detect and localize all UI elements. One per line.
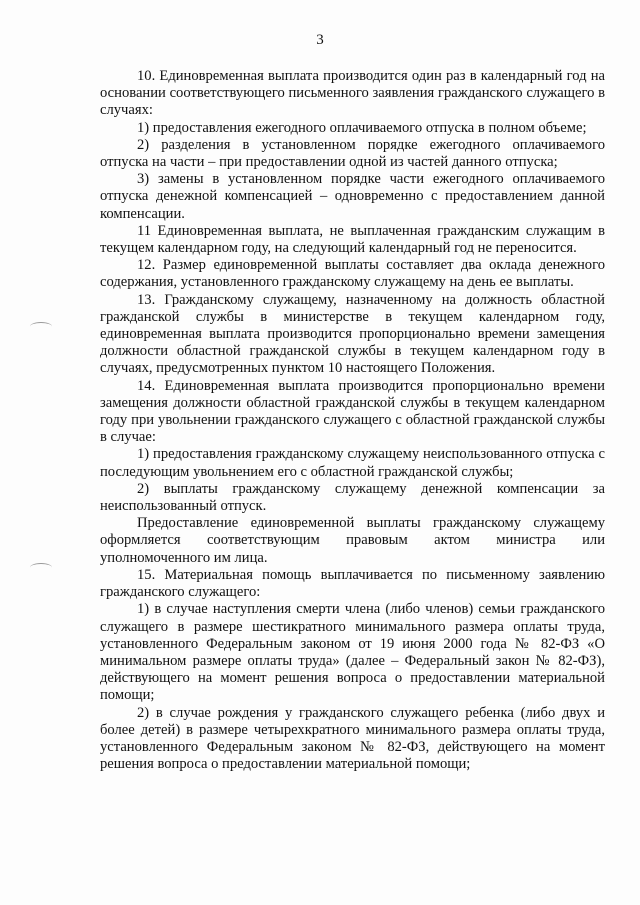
margin-mark [30,322,52,331]
paragraph-10: 10. Единовременная выплата производится один раз в календарный год на основании соответствующего письменного заявления гражданского служащего в случаях: [100,68,605,119]
paragraph-14-item-2: 2) выплаты гражданскому служащему денежной компенсации за неиспользованный отпуск. [100,480,605,515]
margin-mark [30,563,52,572]
paragraph-10-item-2: 2) разделения в установленном порядке ежегодного оплачиваемого отпуска на части – при предоставлении одной из частей данного отпуска; [100,136,605,171]
paragraph-14-item-1: 1) предоставления гражданскому служащему неиспользованного отпуска с последующим увольнением его с областной гражданской службы; [100,446,605,480]
paragraph-15-item-1: 1) в случае наступления смерти члена (либо членов) семьи гражданского служащего в размере шестикратного минимального размера оплаты труда, установленного Федеральным законом от 19 июня 2000 года № 82-ФЗ «О минимальном размере оплаты труда» (далее – Федеральный закон № 82-ФЗ), действующего на момент решения вопроса о предоставлении материальной помощи; [100,601,605,704]
paragraph-15-item-2: 2) в случае рождения у гражданского служащего ребенка (либо двух и более детей) в размере четырехкратного минимального размера оплаты труда, установленного Федеральным законом № 82-ФЗ, действующего на момент решения вопроса о предоставлении материальной помощи; [100,704,605,773]
document-body [100,68,605,773]
paragraph-10-item-1: 1) предоставления ежегодного оплачиваемого отпуска в полном объеме; [137,119,587,136]
paragraph-10-item-3: 3) замены в установленном порядке части ежегодного оплачиваемого отпуска денежной компенсацией – одновременно с предоставлением данной компенсации. [100,171,605,222]
paragraph-11: 11 Единовременная выплата, не выплаченная гражданским служащим в текущем календарном году, на следующий календарный год не переносится. [100,222,605,257]
paragraph-14-note: Предоставление единовременной выплаты гражданскому служащему оформляется соответствующим правовым актом министра или уполномоченного им лица. [100,515,605,566]
paragraph-15: 15. Материальная помощь выплачивается по письменному заявлению гражданского служащего: [100,566,605,601]
paragraph-12: 12. Размер единовременной выплаты составляет два оклада денежного содержания, установленного гражданскому служащему на день ее выплаты. [100,257,605,291]
paragraph-14: 14. Единовременная выплата производится пропорционально времени замещения должности областной гражданской службы в текущем календарном году при увольнении гражданского служащего с областной гражданской службы в случае: [100,377,605,446]
paragraph-13: 13. Гражданскому служащему, назначенному на должность областной гражданской службы в министерстве в текущем календарном году, единовременная выплата производится пропорционально времени замещения должности областной гражданской службы в текущем календарном году в случаях, предусмотренных пунктом 10 настоящего Положения. [100,291,605,377]
page-number: 3 [316,32,324,48]
